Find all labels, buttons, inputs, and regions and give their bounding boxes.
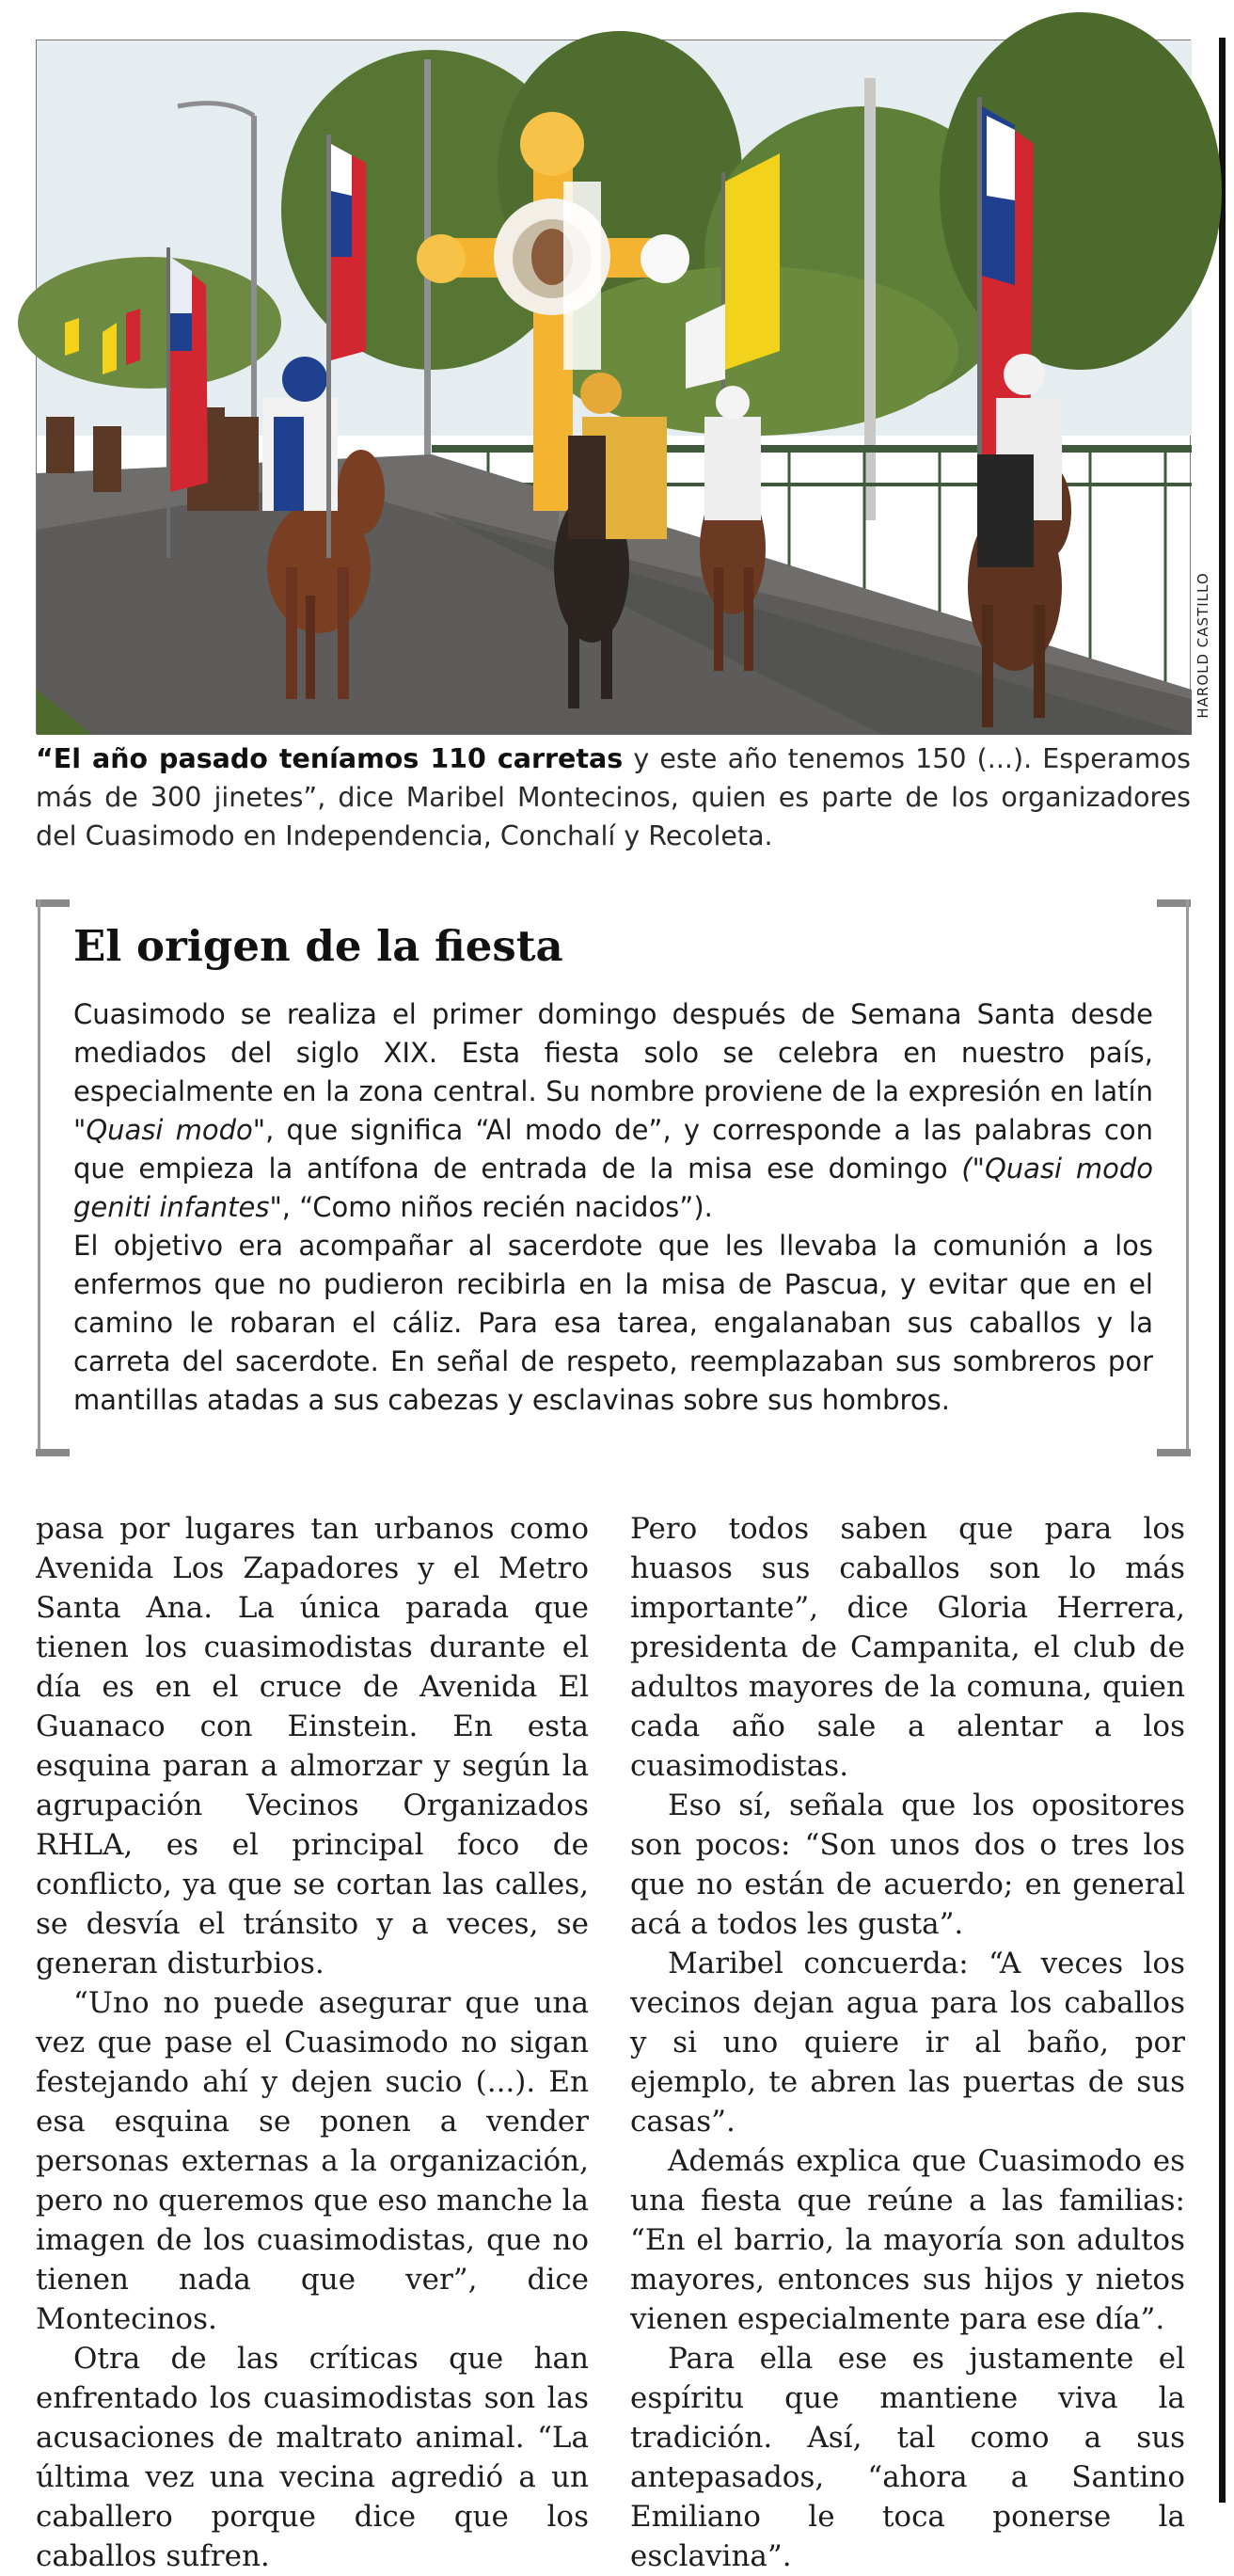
sidebar-box	[36, 899, 1191, 1456]
article-paragraph: Maribel concuerda: “A veces los vecinos dejan agua para los caballos y si uno quiere ir al baño, por ejemplo, te abren las puertas de sus casas”.	[630, 1947, 1185, 2139]
sidebar-paragraph	[73, 995, 1153, 1227]
article-paragraph: Pero todos saben que para los huasos sus caballos son lo más importante”, dice Gloria Herrera, presidenta de Campanita, el club de adultos mayores de la comuna, quien cada año sale a alentar a los cuasimodistas.	[630, 1512, 1185, 1783]
page-right-rule	[1219, 38, 1226, 2503]
sidebar-body	[73, 995, 1153, 1420]
sidebar-text: , que significa “Al modo de”, y corresponde a las palabras con que empieza la antífona de entrada de la misa ese domingo	[73, 1114, 1153, 1185]
caption-lead: “El año pasado teníamos 110 carretas	[36, 743, 624, 774]
photo-credit	[1193, 561, 1213, 730]
article-paragraph: pasa por lugares tan urbanos como Avenida Los Zapadores y el Metro Santa Ana. La única parada que tienen los cuasimodistas durante el día es en el cruce de Avenida El Guanaco con Einstein. En esta esquina paran a almorzar y según la agrupación Vecinos Organizados RHLA, es el principal foco de conflicto, ya que se cortan las calles, se desvía el tránsito y a veces, se generan disturbios.	[36, 1512, 589, 1980]
sidebar-text: Cuasimodo se realiza el primer domingo después de Semana Santa desde mediados del siglo XIX. Esta fiesta solo se celebra en nuestro país, especialmente en la zona central. Su nombre proviene de la expresión en latín	[73, 998, 1153, 1107]
cuasimodo-procession-photo	[36, 40, 1191, 734]
box-corner-top-left	[36, 899, 70, 907]
photo-caption	[36, 739, 1191, 855]
article-column-right	[630, 1509, 1185, 2576]
article-column-left	[36, 1509, 589, 2576]
box-corner-bottom-right	[1157, 1449, 1191, 1456]
article-paragraph: Para ella ese es justamente el espíritu que mantiene viva la tradición. Así, tal como a sus antepasados, “ahora a Santino Emiliano le toca ponerse la esclavina”.	[630, 2342, 1185, 2573]
box-rule-right	[1186, 899, 1189, 1456]
box-rule-left	[38, 899, 40, 1456]
article-paragraph: Eso sí, señala que los opositores son pocos: “Son unos dos o tres los que no están de acuerdo; en general acá a todos les gusta”.	[630, 1789, 1185, 1941]
photo-credit-text: HAROLD CASTILLO	[1194, 572, 1211, 719]
sidebar-paragraph: El objetivo era acompañar al sacerdote que les llevaba la comunión a los enfermos que no pudieron recibirla en la misa de Pascua, y evitar que en el camino le robaran el cáliz. Para esa tarea, engalanaban sus caballos y la carreta del sacerdote. En señal de respeto, reemplazaban sus sombreros por mantillas atadas a sus cabezas y esclavinas sobre sus hombros.	[73, 1230, 1153, 1416]
article-paragraph: Además explica que Cuasimodo es una fiesta que reúne a las familias: “En el barrio, la mayoría son adultos mayores, entonces sus hijos y nietos vienen especialmente para ese día”.	[630, 2144, 1185, 2336]
sidebar-italic-term: ("Quasi modo geniti infantes"	[73, 1153, 1153, 1223]
article-paragraph: “Uno no puede asegurar que una vez que pase el Cuasimodo no sigan festejando ahí y dejen sucio (...). En esa esquina se ponen a vender personas externas a la organización, pero no queremos que eso manche la imagen de los cuasimodistas, que no tienen nada que ver”, dice Montecinos.	[36, 1986, 589, 2336]
sidebar-italic-term: "Quasi modo"	[73, 1114, 266, 1146]
sidebar-text: , “Como niños recién nacidos”).	[281, 1191, 713, 1223]
box-corner-bottom-left	[36, 1449, 70, 1456]
article-paragraph: Otra de las críticas que han enfrentado los cuasimodistas son las acusaciones de maltrato animal. “La última vez una vecina agredió a un caballero porque dice que los caballos sufren.	[36, 2342, 589, 2573]
sidebar-title: El origen de la fiesta	[73, 921, 563, 971]
caption-text: y este año tenemos 150 (...). Esperamos más de 300 jinetes”, dice Maribel Montecinos, quien es parte de los organizadores del Cuasimodo en Independencia, Conchalí y Recoleta.	[36, 743, 1191, 851]
